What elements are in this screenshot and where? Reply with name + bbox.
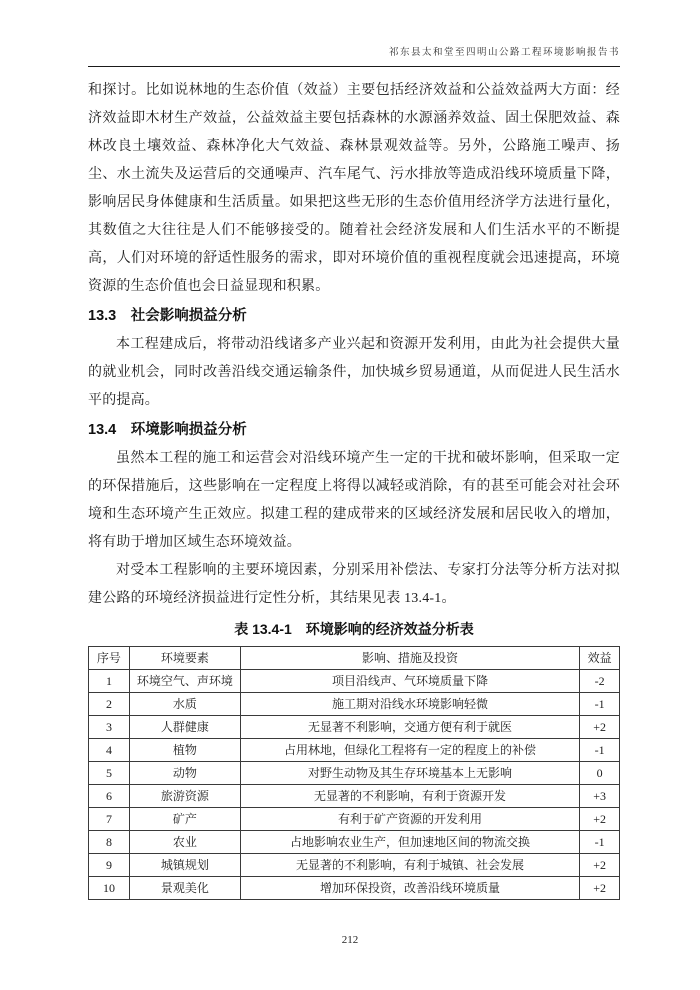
table-cell: -1	[580, 693, 620, 716]
table-cell: 城镇规划	[129, 854, 240, 877]
table-cell: 矿产	[129, 808, 240, 831]
table-row	[89, 716, 620, 739]
table-cell: -1	[580, 831, 620, 854]
table-cell: -1	[580, 739, 620, 762]
table-row	[89, 762, 620, 785]
table-cell: 环境空气、声环境	[129, 670, 240, 693]
body-paragraph-13-4-a: 虽然本工程的施工和运营会对沿线环境产生一定的干扰和破坏影响，但采取一定的环保措施后，这些影响在一定程度上将得以减轻或消除，有的甚至可能会对社会环境和生态环境产生正效应。拟建工程的建成带来的区域经济发展和居民收入的增加，将有助于增加区域生态环境效益。	[88, 451, 620, 550]
table-cell: 增加环保投资，改善沿线环境质量	[240, 877, 579, 900]
table-cell: 农业	[129, 831, 240, 854]
body-paragraph-13-3: 本工程建成后，将带动沿线诸多产业兴起和资源开发利用，由此为社会提供大量的就业机会，同时改善沿线交通运输条件，加快城乡贸易通道，从而促进人民生活水平的提高。	[88, 337, 620, 408]
table-cell: 旅游资源	[129, 785, 240, 808]
report-header: 祁东县太和堂至四明山公路工程环境影响报告书	[88, 46, 620, 67]
table-row	[89, 670, 620, 693]
section-heading-13-3: 13.3 社会影响损益分析	[88, 308, 247, 324]
table-row	[89, 693, 620, 716]
table-cell: 动物	[129, 762, 240, 785]
table-row	[89, 831, 620, 854]
table-cell: 人群健康	[129, 716, 240, 739]
page-number: 212	[341, 934, 359, 946]
table-cell: 7	[89, 808, 130, 831]
table-cell: +2	[580, 716, 620, 739]
table-cell: 占用林地，但绿化工程将有一定的程度上的补偿	[240, 739, 579, 762]
table-cell: -2	[580, 670, 620, 693]
table-title: 表 13.4-1 环境影响的经济效益分析表	[234, 621, 474, 637]
body-paragraph-intro: 和探讨。比如说林地的生态价值（效益）主要包括经济效益和公益效益两大方面：经济效益即木材生产效益，公益效益主要包括森林的水源涵养效益、固土保肥效益、森林改良土壤效益、森林净化大气效益、森林景观效益等。另外，公路施工噪声、扬尘、水土流失及运营后的交通噪声、汽车尾气、污水排放等造成沿线环境质量下降，影响居民身体健康和生活质量。如果把这些无形的生态价值用经济学方法进行量化，其数值之大往往是人们不能够接受的。随着社会经济发展和人们生活水平的不断提高，人们对环境的舒适性服务的需求，即对环境价值的重视程度就会迅速提高，环境资源的生态价值也会日益显现和积累。	[88, 83, 620, 294]
table-cell: 10	[89, 877, 130, 900]
table-header-cell-impact: 影响、措施及投资	[240, 647, 579, 670]
table-cell: 占地影响农业生产，但加速地区间的物流交换	[240, 831, 579, 854]
table-cell: 8	[89, 831, 130, 854]
table-cell: 有利于矿产资源的开发利用	[240, 808, 579, 831]
section-heading-13-4: 13.4 环境影响损益分析	[88, 422, 247, 438]
table-cell: 4	[89, 739, 130, 762]
table-header-cell-factor: 环境要素	[129, 647, 240, 670]
table-cell: 5	[89, 762, 130, 785]
table-cell: 无显著的不利影响，有利于资源开发	[240, 785, 579, 808]
table-header-cell-no: 序号	[89, 647, 130, 670]
body-paragraph-13-4-b: 对受本工程影响的主要环境因素，分别采用补偿法、专家打分法等分析方法对拟建公路的环境经济损益进行定性分析，其结果见表 13.4-1。	[88, 563, 620, 606]
table-cell: 对野生动物及其生存环境基本上无影响	[240, 762, 579, 785]
table-cell: 项目沿线声、气环境质量下降	[240, 670, 579, 693]
table-cell: 植物	[129, 739, 240, 762]
table-cell: +2	[580, 854, 620, 877]
table-cell: +2	[580, 877, 620, 900]
table-cell: 施工期对沿线水环境影响轻微	[240, 693, 579, 716]
table-cell: 0	[580, 762, 620, 785]
table-row	[89, 854, 620, 877]
table-row	[89, 877, 620, 900]
table-row	[89, 739, 620, 762]
table-cell: 无显著不利影响，交通方便有利于就医	[240, 716, 579, 739]
table-cell: 3	[89, 716, 130, 739]
table-cell: 1	[89, 670, 130, 693]
table-header-cell-effect: 效益	[580, 647, 620, 670]
table-cell: 水质	[129, 693, 240, 716]
table-cell: +2	[580, 808, 620, 831]
table-cell: 2	[89, 693, 130, 716]
table-header-row	[89, 647, 620, 670]
table-cell: 9	[89, 854, 130, 877]
table-cell: 景观美化	[129, 877, 240, 900]
table-body	[89, 670, 620, 900]
table-row	[89, 785, 620, 808]
benefit-analysis-table	[88, 646, 620, 900]
table-row	[89, 808, 620, 831]
table-cell: 无显著的不利影响，有利于城镇、社会发展	[240, 854, 579, 877]
page-content	[88, 77, 620, 900]
table-cell: 6	[89, 785, 130, 808]
table-cell: +3	[580, 785, 620, 808]
